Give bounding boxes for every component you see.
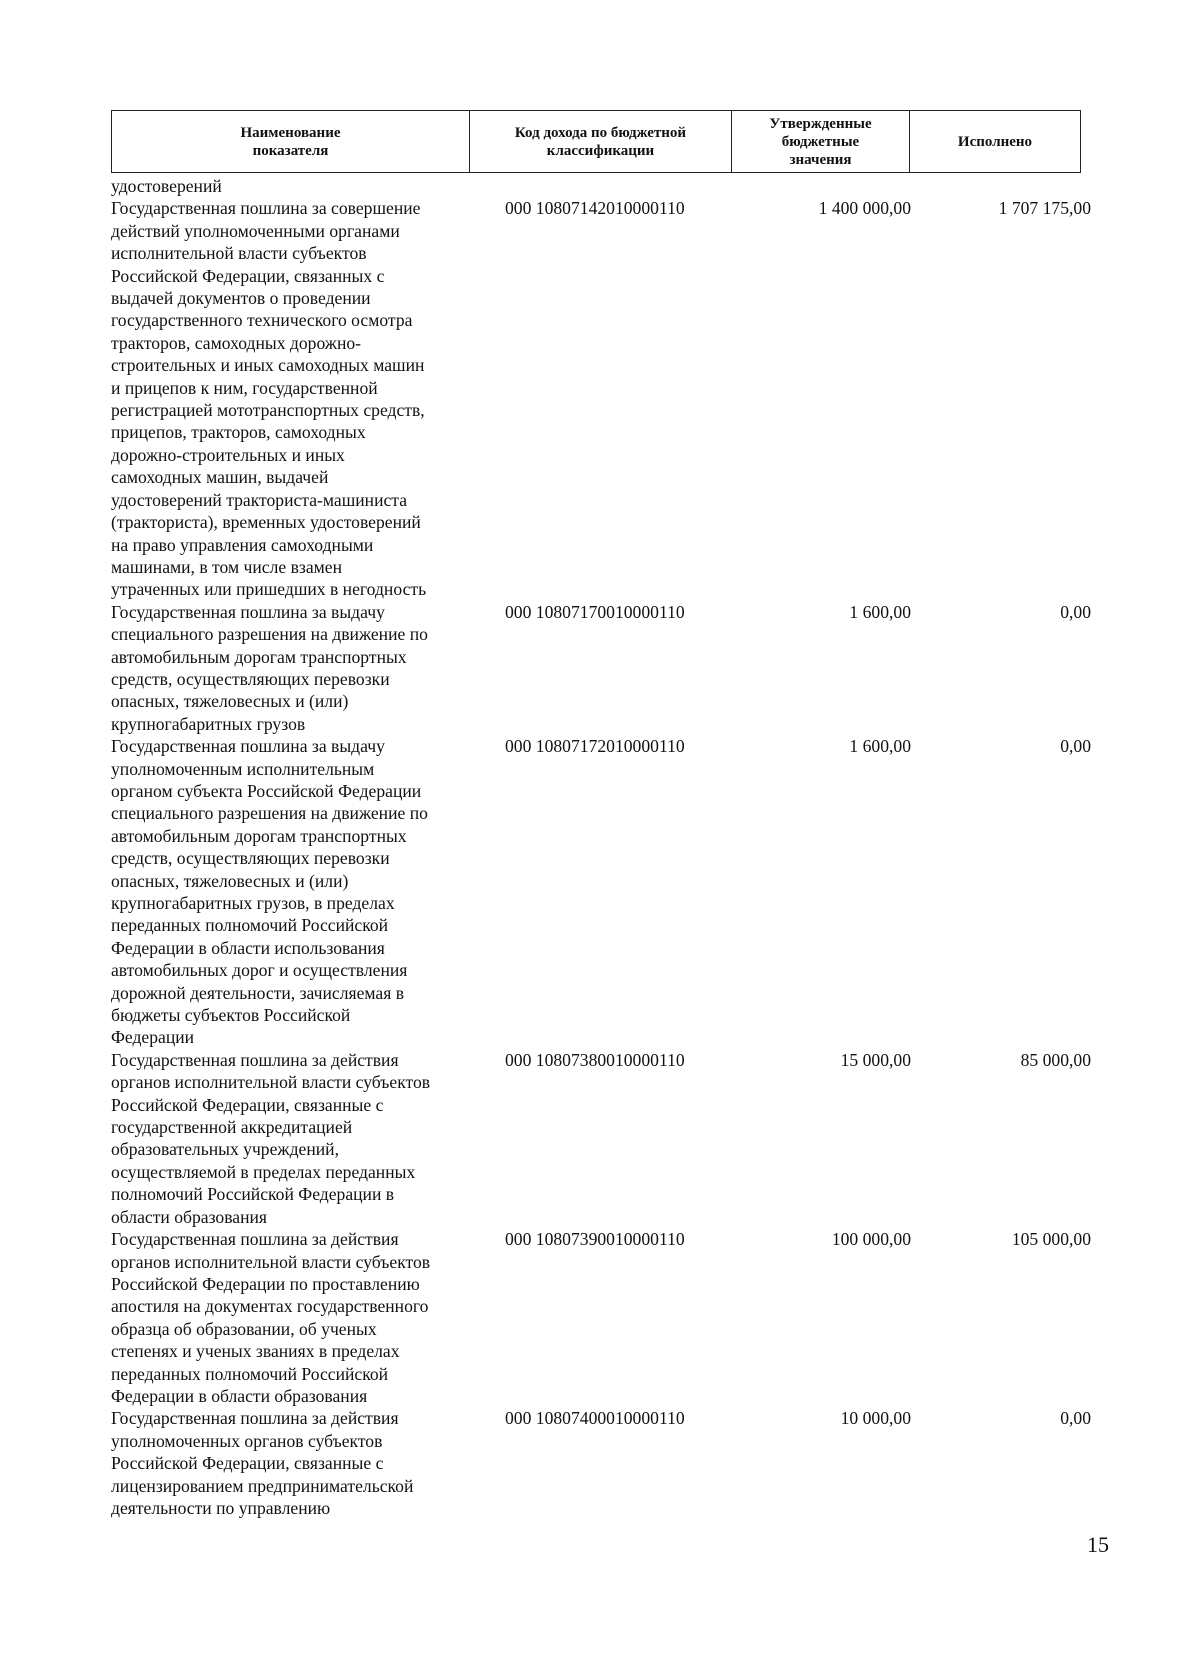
table-row <box>111 197 1091 600</box>
row-executed: 1 707 175,00 <box>998 198 1091 219</box>
row-code: 000 10807390010000110 <box>505 1229 685 1250</box>
row-code: 000 10807170010000110 <box>505 601 685 622</box>
row-code: 000 10807400010000110 <box>505 1408 685 1429</box>
table-row <box>111 1228 1091 1407</box>
table-row <box>111 601 1091 735</box>
row-name: Государственная пошлина за действия уполномоченных органов субъектов Российской Федерации, связанные с лицензированием предпринимательской деятельности по управлению <box>111 1408 414 1518</box>
continuation-text: удостоверений <box>111 176 222 196</box>
row-approved: 10 000,00 <box>840 1408 911 1429</box>
row-approved: 100 000,00 <box>831 1229 911 1250</box>
row-approved: 1 400 000,00 <box>818 198 911 219</box>
table-row <box>111 1049 1091 1228</box>
table-body <box>111 175 1091 1519</box>
row-name: Государственная пошлина за совершение действий уполномоченными органами исполнительной власти субъектов Российской Федерации, связанных с выдачей документов о проведении государственного технического осмотра тракторов, самоходных дорожно- строительных и иных самоходных машин и прицепов к ним, государственной регистрацией мототранспортных средств, прицепов, тракторов, самоходных дорожно-строительных и иных самоходных машин, выдачей удостоверений тракториста-машиниста (тракториста), временных удостоверений на право управления самоходными машинами, в том числе взамен утраченных или пришедших в негодность <box>111 198 427 600</box>
header-executed: Исполнено <box>957 133 1033 150</box>
table-row <box>111 735 1091 1049</box>
row-code: 000 10807172010000110 <box>505 736 685 757</box>
row-approved: 1 600,00 <box>849 736 911 757</box>
row-executed: 0,00 <box>1060 736 1091 757</box>
row-executed: 0,00 <box>1060 601 1091 622</box>
row-executed: 0,00 <box>1060 1408 1091 1429</box>
row-executed: 105 000,00 <box>1011 1229 1091 1250</box>
row-code: 000 10807380010000110 <box>505 1049 685 1070</box>
table-header <box>111 110 1081 173</box>
row-name: Государственная пошлина за выдачу уполномоченным исполнительным органом субъекта Российской Федерации специального разрешения на движение по автомобильным дорогам транспортных средств, осуществляющих перевозки опасных, тяжеловесных и (или) крупногабаритных грузов, в пределах переданных полномочий Российской Федерации в области использования автомобильных дорог и осуществления дорожной деятельности, зачисляемая в бюджеты субъектов Российской Федерации <box>111 736 428 1048</box>
row-name: Государственная пошлина за выдачу специального разрешения на движение по автомобильным дорогам транспортных средств, осуществляющих перевозки опасных, тяжеловесных и (или) крупногабаритных грузов <box>111 601 428 734</box>
row-name: Государственная пошлина за действия органов исполнительной власти субъектов Российской Федерации по проставлению апостиля на документах государственного образца об образовании, об ученых степенях и ученых званиях в пределах переданных полномочий Российской Федерации в области образования <box>111 1229 431 1406</box>
table-row <box>111 1407 1091 1519</box>
header-code: Код дохода по бюджетной классификации <box>470 111 732 172</box>
header-approved: Утвержденные бюджетные значения <box>732 111 910 172</box>
page-number: 15 <box>1087 1532 1109 1557</box>
row-executed: 85 000,00 <box>1020 1049 1091 1070</box>
row-code: 000 10807142010000110 <box>505 198 685 219</box>
row-name: Государственная пошлина за действия органов исполнительной власти субъектов Российской Федерации, связанные с государственной аккредитацией образовательных учреждений, осуществляемой в пределах переданных полномочий Российской Федерации в области образования <box>111 1049 431 1227</box>
row-approved: 1 600,00 <box>849 601 911 622</box>
continuation-row <box>111 175 1091 197</box>
row-approved: 15 000,00 <box>840 1049 911 1070</box>
header-name: Наименование показателя <box>112 111 470 172</box>
